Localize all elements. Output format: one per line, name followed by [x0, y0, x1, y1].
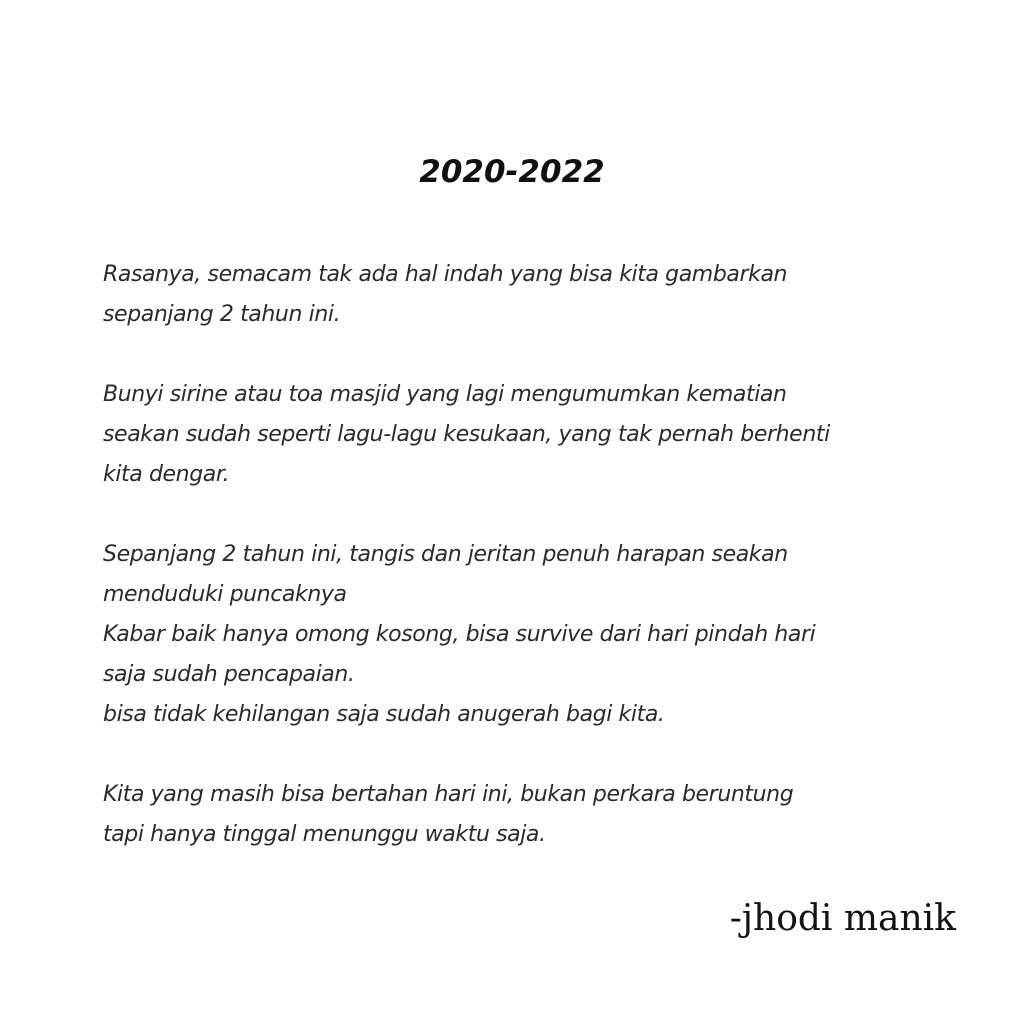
- stanza-2: [103, 375, 933, 495]
- stanza-1: [103, 255, 933, 335]
- poem-line: Kita yang masih bisa bertahan hari ini, bukan perkara beruntung: [103, 782, 794, 807]
- stanza-4: [103, 775, 933, 855]
- poem-line: sepanjang 2 tahun ini.: [103, 302, 341, 327]
- poem-line: Sepanjang 2 tahun ini, tangis dan jeritan penuh harapan seakan: [103, 542, 788, 567]
- poem-line: bisa tidak kehilangan saja sudah anugerah bagi kita.: [103, 702, 665, 727]
- poem-line: menduduki puncaknya: [103, 582, 347, 607]
- poem-line: kita dengar.: [103, 462, 230, 487]
- author-signature: -jhodi manik: [729, 898, 956, 939]
- poem-line: seakan sudah seperti lagu-lagu kesukaan, yang tak pernah berhenti: [103, 422, 830, 447]
- poem-line: tapi hanya tinggal menunggu waktu saja.: [103, 822, 546, 847]
- poem-line: Bunyi sirine atau toa masjid yang lagi mengumumkan kematian: [103, 382, 787, 407]
- poem-line: Rasanya, semacam tak ada hal indah yang bisa kita gambarkan: [103, 262, 788, 287]
- poem-line: saja sudah pencapaian.: [103, 662, 355, 687]
- stanza-3: [103, 535, 933, 735]
- poem-line: Kabar baik hanya omong kosong, bisa survive dari hari pindah hari: [103, 622, 816, 647]
- poem-title: 2020-2022: [419, 154, 605, 190]
- poem-body: [103, 255, 933, 855]
